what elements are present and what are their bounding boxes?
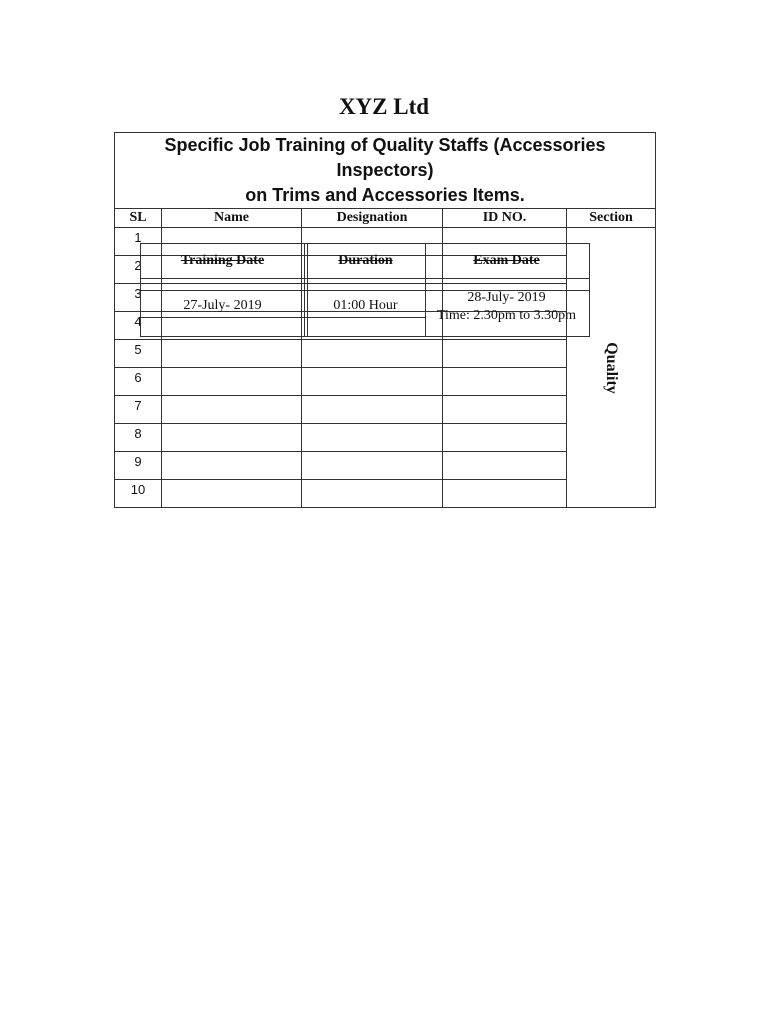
schedule-divider — [141, 317, 425, 318]
table-title-line-1: Specific Job Training of Quality Staffs (Accessories Inspectors) — [164, 135, 606, 180]
sl-cell: 1 — [115, 228, 162, 256]
table-title — [115, 133, 656, 209]
sl-cell: 4 — [115, 312, 162, 340]
id-cell — [443, 452, 567, 480]
exam-date-value: 28-July- 2019 — [467, 290, 546, 305]
sl-cell: 7 — [115, 396, 162, 424]
designation-cell — [302, 340, 443, 368]
id-cell — [443, 396, 567, 424]
sl-cell: 3 — [115, 284, 162, 312]
designation-cell — [302, 480, 443, 508]
name-cell — [162, 396, 302, 424]
header-id-no: ID NO. — [443, 209, 567, 228]
sl-cell: 5 — [115, 340, 162, 368]
sl-cell: 10 — [115, 480, 162, 508]
schedule-divider — [141, 278, 589, 279]
name-cell — [162, 340, 302, 368]
company-name: XYZ Ltd — [338, 94, 430, 119]
sl-cell: 8 — [115, 424, 162, 452]
id-cell — [443, 368, 567, 396]
sl-cell: 2 — [115, 256, 162, 284]
id-cell — [443, 340, 567, 368]
training-date-header: Training Date — [180, 253, 265, 268]
table-title-line-2: on Trims and Accessories Items. — [245, 185, 525, 205]
name-cell — [162, 424, 302, 452]
exam-date-header: Exam Date — [473, 253, 540, 268]
name-cell — [162, 452, 302, 480]
designation-cell — [302, 424, 443, 452]
name-cell — [162, 480, 302, 508]
exam-time-value: Time: 2.30pm to 3.30pm — [436, 308, 577, 323]
header-section: Section — [567, 209, 656, 228]
id-cell — [443, 424, 567, 452]
designation-cell — [302, 452, 443, 480]
sl-cell: 6 — [115, 368, 162, 396]
header-designation: Designation — [302, 209, 443, 228]
sl-cell: 9 — [115, 452, 162, 480]
designation-cell — [302, 396, 443, 424]
designation-cell — [302, 368, 443, 396]
header-name: Name — [162, 209, 302, 228]
duration-value: 01:00 Hour — [333, 298, 398, 313]
section-value: Quality — [603, 341, 620, 394]
training-schedule-box — [140, 243, 590, 337]
name-cell — [162, 368, 302, 396]
header-sl: SL — [115, 209, 162, 228]
id-cell — [443, 480, 567, 508]
training-date-value: 27-July- 2019 — [183, 298, 262, 313]
duration-header: Duration — [338, 253, 393, 268]
